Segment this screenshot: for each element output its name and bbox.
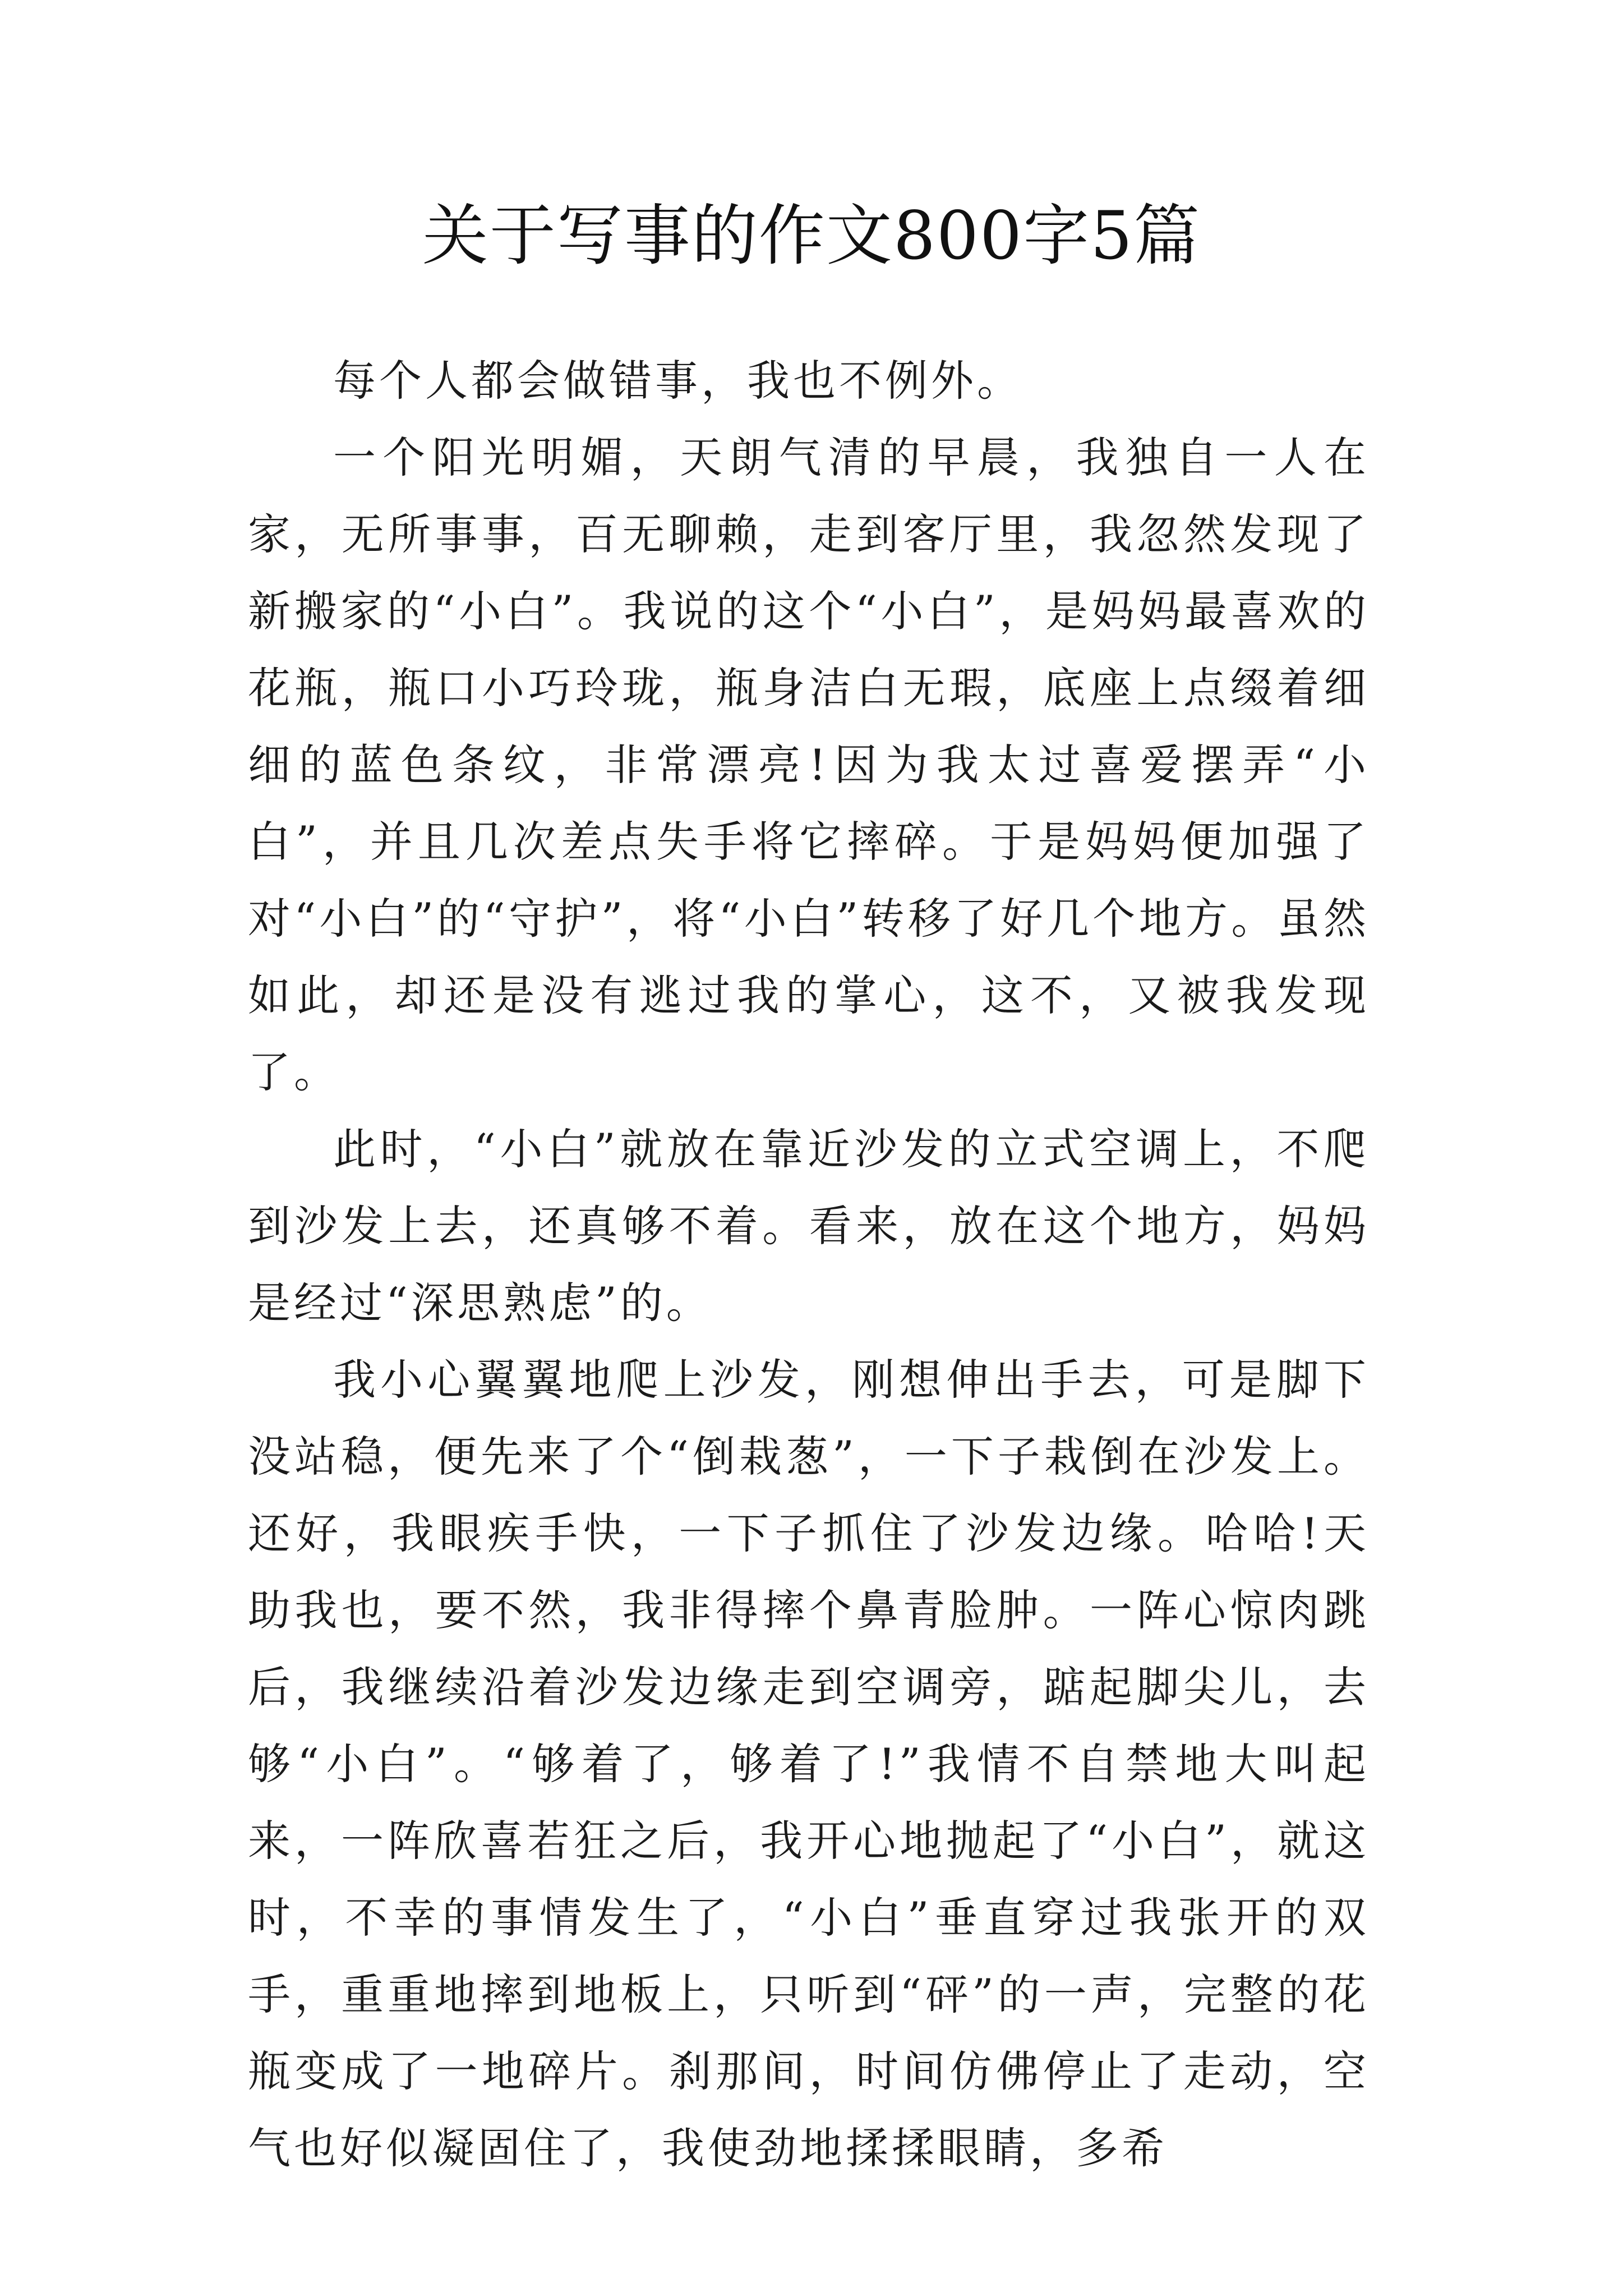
paragraph: 此时，“小白”就放在靠近沙发的立式空调上，不爬到沙发上去，还真够不着。看来，放在这个地方，妈妈是经过“深思熟虑”的。 — [248, 1124, 1370, 1328]
paragraph: 每个人都会做错事，我也不例外。 — [333, 356, 1023, 406]
paragraph: 一个阳光明媚，天朗气清的早晨，我独自一人在家，无所事事，百无聊赖，走到客厅里，我忽然发现了新搬家的“小白”。我说的这个“小白”，是妈妈最喜欢的花瓶，瓶口小巧玲珑，瓶身洁白无瑕，底座上点缀着细细的蓝色条纹，非常漂亮!因为我太过喜爱摆弄“小白”，并且几次差点失手将它摔碎。于是妈妈便加强了对“小白”的“守护”，将“小白”转移了好几个地方。虽然如此，却还是没有逃过我的掌心，这不，又被我发现了。 — [248, 432, 1370, 1097]
document-title: 关于写事的作文800字5篇 — [422, 197, 1201, 274]
document-body — [248, 342, 1370, 2187]
paragraph: 我小心翼翼地爬上沙发，刚想伸出手去，可是脚下没站稳，便先来了个“倒栽葱”，一下子栽倒在沙发上。还好，我眼疾手快，一下子抓住了沙发边缘。哈哈!天助我也，要不然，我非得摔个鼻青脸肿。一阵心惊肉跳后，我继续沿着沙发边缘走到空调旁，踮起脚尖儿，去够“小白”。“够着了，够着了!”我情不自禁地大叫起来，一阵欣喜若狂之后，我开心地抛起了“小白”，就这时，不幸的事情发生了，“小白”垂直穿过我张开的双手，重重地摔到地板上，只听到“砰”的一声，完整的花瓶变成了一地碎片。刹那间，时间仿佛停止了走动，空气也好似凝固住了，我使劲地揉揉眼睛，多希 — [248, 1355, 1370, 2173]
